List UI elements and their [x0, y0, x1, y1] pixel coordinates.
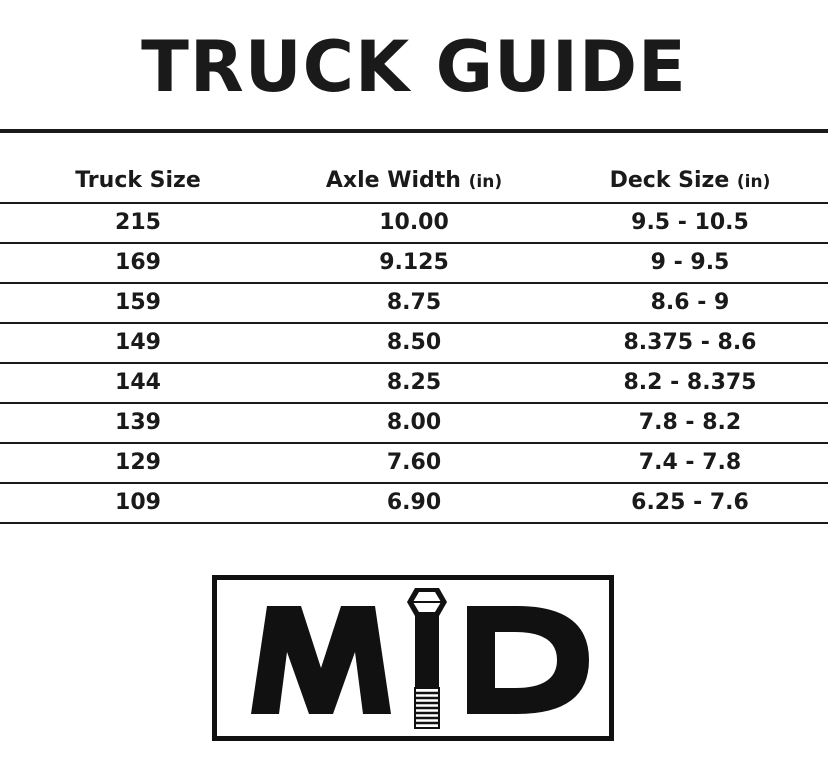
header-truck-size-label: Truck Size	[75, 168, 201, 193]
deck-size-cell: 6.25 - 7.6	[631, 490, 749, 515]
title-divider	[0, 129, 828, 133]
deck-size-cell: 8.2 - 8.375	[623, 370, 757, 395]
truck-size-cell: 139	[115, 410, 161, 435]
axle-width-cell: 8.00	[386, 410, 442, 435]
table-row	[0, 404, 828, 444]
header-deck-size-label: Deck Size	[609, 168, 730, 193]
header-axle-width-label: Axle Width	[325, 168, 461, 193]
truck-size-cell: 149	[115, 330, 161, 355]
table-row	[0, 204, 828, 244]
table-row	[0, 364, 828, 404]
header-deck-size	[580, 160, 800, 203]
deck-size-cell: 8.375 - 8.6	[623, 330, 757, 355]
header-axle-width-unit: (in)	[468, 172, 503, 192]
table-header-row	[0, 160, 828, 204]
axle-width-cell: 6.90	[386, 490, 442, 515]
truck-size-cell: 109	[115, 490, 161, 515]
table-row	[0, 444, 828, 484]
deck-size-cell: 7.8 - 8.2	[638, 410, 742, 435]
axle-width-cell: 8.50	[386, 330, 442, 355]
deck-size-cell: 9.5 - 10.5	[631, 210, 749, 235]
header-axle-width	[314, 160, 514, 203]
mid-logo	[212, 575, 614, 741]
truck-size-cell: 144	[115, 370, 161, 395]
table-row	[0, 324, 828, 364]
axle-width-cell: 10.00	[379, 210, 449, 235]
page-title: TRUCK GUIDE	[141, 26, 687, 108]
deck-size-cell: 9 - 9.5	[650, 250, 730, 275]
truck-size-cell: 129	[115, 450, 161, 475]
truck-size-cell: 215	[115, 210, 161, 235]
bolt-icon	[407, 588, 447, 728]
axle-width-cell: 7.60	[386, 450, 442, 475]
truck-size-cell: 169	[115, 250, 161, 275]
header-deck-size-unit: (in)	[736, 172, 771, 192]
table-row	[0, 484, 828, 524]
logo-letter-m	[251, 606, 391, 714]
axle-width-cell: 8.75	[386, 290, 442, 315]
header-truck-size	[38, 160, 238, 202]
truck-size-cell: 159	[115, 290, 161, 315]
axle-width-cell: 9.125	[379, 250, 449, 275]
mid-logo-graphic	[217, 580, 609, 736]
table-row	[0, 244, 828, 284]
axle-width-cell: 8.25	[386, 370, 442, 395]
logo-letter-d	[467, 606, 589, 714]
truck-size-table	[0, 160, 828, 524]
deck-size-cell: 7.4 - 7.8	[638, 450, 742, 475]
table-row	[0, 284, 828, 324]
deck-size-cell: 8.6 - 9	[650, 290, 730, 315]
